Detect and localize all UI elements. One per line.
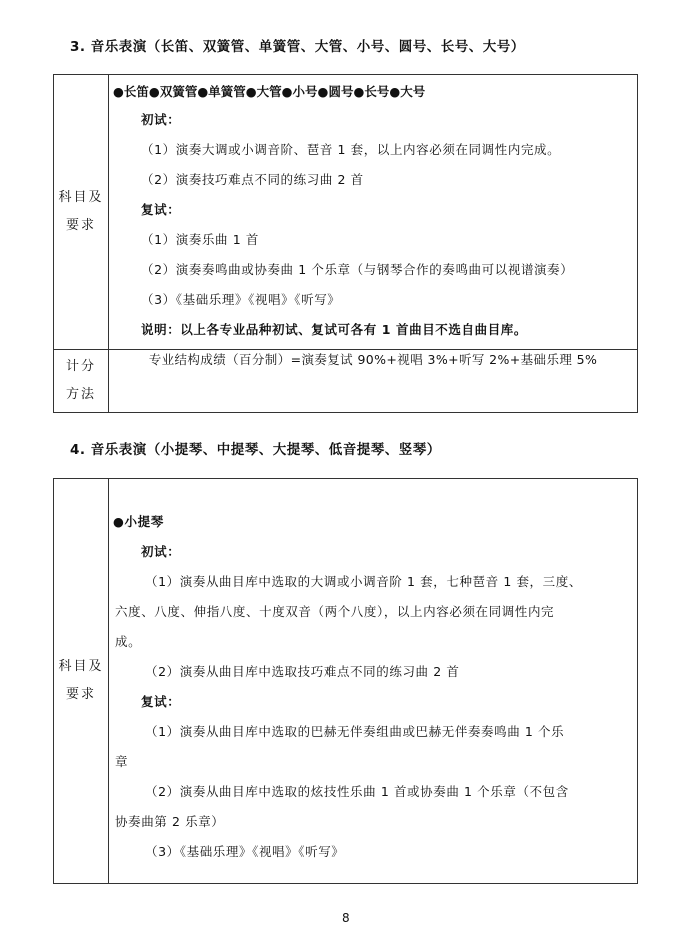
section-3-heading: 3. 音乐表演（长笛、双簧管、单簧管、大管、小号、圆号、长号、大号） [70,39,525,55]
initial-item: （1）演奏大调或小调音阶、琶音 1 套，以上内容必须在同调性内完成。 [141,142,561,157]
page-number: 8 [342,911,350,925]
retest-item-line: （1）演奏从曲目库中选取的巴赫无伴奏组曲或巴赫无伴奏奏鸣曲 1 个乐 [145,724,565,739]
label-line: 要求 [65,687,96,702]
section-3-table [53,74,638,413]
subject-requirements-content [109,479,638,884]
retest-label: 复试： [141,694,181,709]
retest-item-line: 协奏曲第 2 乐章） [115,814,225,829]
subject-requirements-label [54,479,109,884]
initial-item: （2）演奏从曲目库中选取技巧难点不同的练习曲 2 首 [145,664,460,679]
retest-item: （3）《基础乐理》《视唱》《听写》 [145,844,345,859]
label-line: 科目及 [58,659,104,674]
label-line: 计分 [65,359,96,374]
initial-exam-label: 初试： [141,544,181,559]
initial-item-line: （1）演奏从曲目库中选取的大调或小调音阶 1 套，七种琶音 1 套，三度、 [145,574,582,589]
note: 说明：以上各专业品种初试、复试可各有 1 首曲目不选自曲目库。 [141,322,528,337]
subject-requirements-content [109,75,638,350]
label-line: 要求 [65,218,96,233]
section-4-table [53,478,638,884]
instrument-name: ●小提琴 [113,514,164,529]
retest-item-line: 章 [115,754,129,769]
retest-label: 复试： [141,202,181,217]
section-4-heading: 4. 音乐表演（小提琴、中提琴、大提琴、低音提琴、竖琴） [70,442,441,458]
scoring-method-label [54,350,109,413]
initial-item-line: 成。 [115,634,142,649]
initial-item: （2）演奏技巧难点不同的练习曲 2 首 [141,172,364,187]
retest-item: （1）演奏乐曲 1 首 [141,232,259,247]
subject-requirements-label [54,75,109,350]
retest-item: （2）演奏奏鸣曲或协奏曲 1 个乐章（与钢琴合作的奏鸣曲可以视谱演奏） [141,262,574,277]
initial-item-line: 六度、八度、伸指八度、十度双音（两个八度），以上内容必须在同调性内完 [115,604,555,619]
label-line: 科目及 [58,190,104,205]
scoring-formula: 专业结构成绩（百分制）=演奏复试 90%+视唱 3%+听写 2%+基础乐理 5% [109,350,638,413]
retest-item-line: （2）演奏从曲目库中选取的炫技性乐曲 1 首或协奏曲 1 个乐章（不包含 [145,784,569,799]
initial-exam-label: 初试： [141,112,181,127]
instrument-list: ●长笛●双簧管●单簧管●大管●小号●圆号●长号●大号 [113,84,426,99]
retest-item: （3）《基础乐理》《视唱》《听写》 [141,292,341,307]
label-line: 方法 [65,387,96,402]
